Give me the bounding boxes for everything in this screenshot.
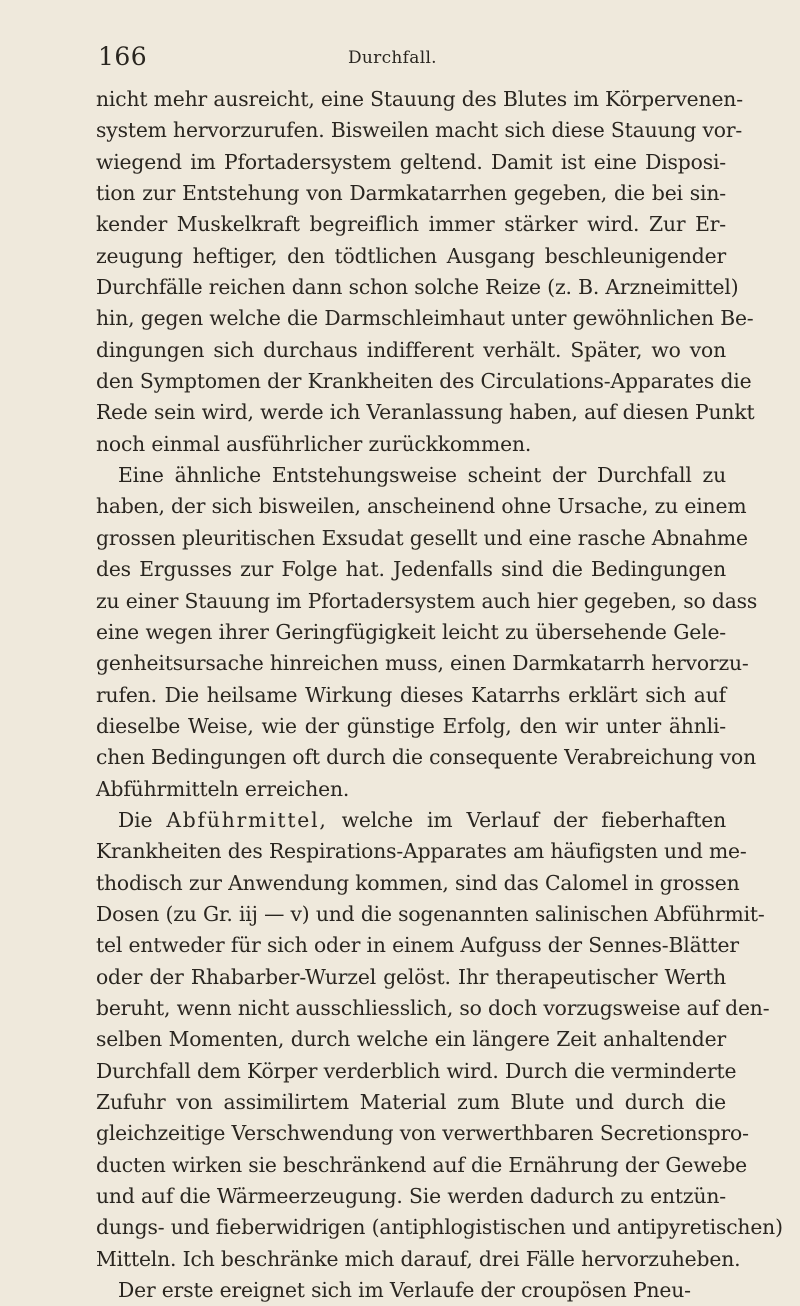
text-line: chen Bedingungen oft durch die consequente Verabreichung von [96, 745, 757, 770]
text-line: dieselbe Weise, wie der günstige Erfolg, den wir unter ähnli- [96, 713, 726, 738]
text-line: eine wegen ihrer Geringfügigkeit leicht zu übersehende Gele- [96, 619, 726, 644]
text-line: Krankheiten des Respirations-Apparates am häufigsten und me- [96, 839, 747, 864]
text-line: Durchfälle reichen dann schon solche Reize (z. B. Arzneimittel) [96, 275, 739, 300]
text-line: zu einer Stauung im Pfortadersystem auch hier gegeben, so dass [96, 588, 758, 613]
text-line: den Symptomen der Krankheiten des Circulations-Apparates die [96, 369, 752, 394]
text-line: Der erste ereignet sich im Verlaufe der croupösen Pneu- [118, 1278, 691, 1303]
body-text [96, 84, 783, 1306]
page-number: 166 [98, 42, 148, 71]
text-line: selben Momenten, durch welche ein längere Zeit anhaltender [96, 1027, 726, 1052]
text-line: haben, der sich bisweilen, anscheinend ohne Ursache, zu einem [96, 494, 747, 519]
text-line: thodisch zur Anwendung kommen, sind das Calomel in grossen [96, 870, 740, 895]
text-line: Durchfall dem Körper verderblich wird. Durch die verminderte [96, 1058, 737, 1083]
text-fragment: Die [118, 807, 153, 832]
text-line: grossen pleuritischen Exsudat gesellt und eine rasche Abnahme [96, 525, 748, 550]
text-line: Dosen (zu Gr. iij — v) und die sogenannten salinischen Abführmit- [96, 901, 765, 926]
text-line: oder der Rhabarber-Wurzel gelöst. Ihr therapeutischer Werth [96, 964, 726, 989]
text-line: beruht, wenn nicht ausschliesslich, so doch vorzugsweise auf den- [96, 995, 770, 1020]
text-line: rufen. Die heilsame Wirkung dieses Katarrhs erklärt sich auf [96, 682, 726, 707]
text-line: system hervorzurufen. Bisweilen macht sich diese Stauung vor- [96, 118, 743, 143]
text-line: tel entweder für sich oder in einem Aufguss der Sennes-Blätter [96, 933, 739, 958]
text-line: hin, gegen welche die Darmschleimhaut unter gewöhnlichen Be- [96, 306, 754, 331]
text-line: des Ergusses zur Folge hat. Jedenfalls sind die Bedingungen [96, 557, 726, 582]
running-head: Durchfall. [348, 48, 437, 68]
text-fragment: welche im Verlauf der fieberhaften [341, 807, 727, 832]
text-line: gleichzeitige Verschwendung von verwerthbaren Secretionspro- [96, 1121, 749, 1146]
text-line: tion zur Entstehung von Darmkatarrhen gegeben, die bei sin- [96, 181, 726, 206]
text-line: genheitsursache hinreichen muss, einen Darmkatarrh hervorzu- [96, 651, 749, 676]
emphasized-term: Abführmittel, [166, 807, 328, 832]
text-line: ducten wirken sie beschränkend auf die Ernährung der Gewebe [96, 1152, 748, 1177]
text-line: Mitteln. Ich beschränke mich darauf, drei Fälle hervorzuheben. [96, 1246, 741, 1271]
text-line: dingungen sich durchaus indifferent verhält. Später, wo von [96, 337, 726, 362]
text-line [96, 805, 726, 836]
text-line: Abführmitteln erreichen. [96, 776, 350, 801]
text-line: wiegend im Pfortadersystem geltend. Damit ist eine Disposi- [96, 149, 726, 174]
text-line: Zufuhr von assimilirtem Material zum Blute und durch die [96, 1090, 726, 1114]
text-line: Rede sein wird, werde ich Veranlassung haben, auf diesen Punkt [96, 400, 755, 425]
text-line: noch einmal ausführlicher zurückkommen. [96, 431, 532, 456]
text-line: Eine ähnliche Entstehungsweise scheint der Durchfall zu [118, 463, 726, 488]
text-line: nicht mehr ausreicht, eine Stauung des Blutes im Körpervenen- [96, 87, 743, 111]
page-header [98, 42, 718, 74]
text-line: kender Muskelkraft begreiflich immer stärker wird. Zur Er- [96, 212, 726, 237]
text-line: und auf die Wärmeerzeugung. Sie werden dadurch zu entzün- [96, 1184, 726, 1209]
text-line: dungs- und fieberwidrigen (antiphlogistischen und antipyretischen) [96, 1215, 783, 1240]
text-line: zeugung heftiger, den tödtlichen Ausgang beschleunigender [96, 243, 726, 268]
